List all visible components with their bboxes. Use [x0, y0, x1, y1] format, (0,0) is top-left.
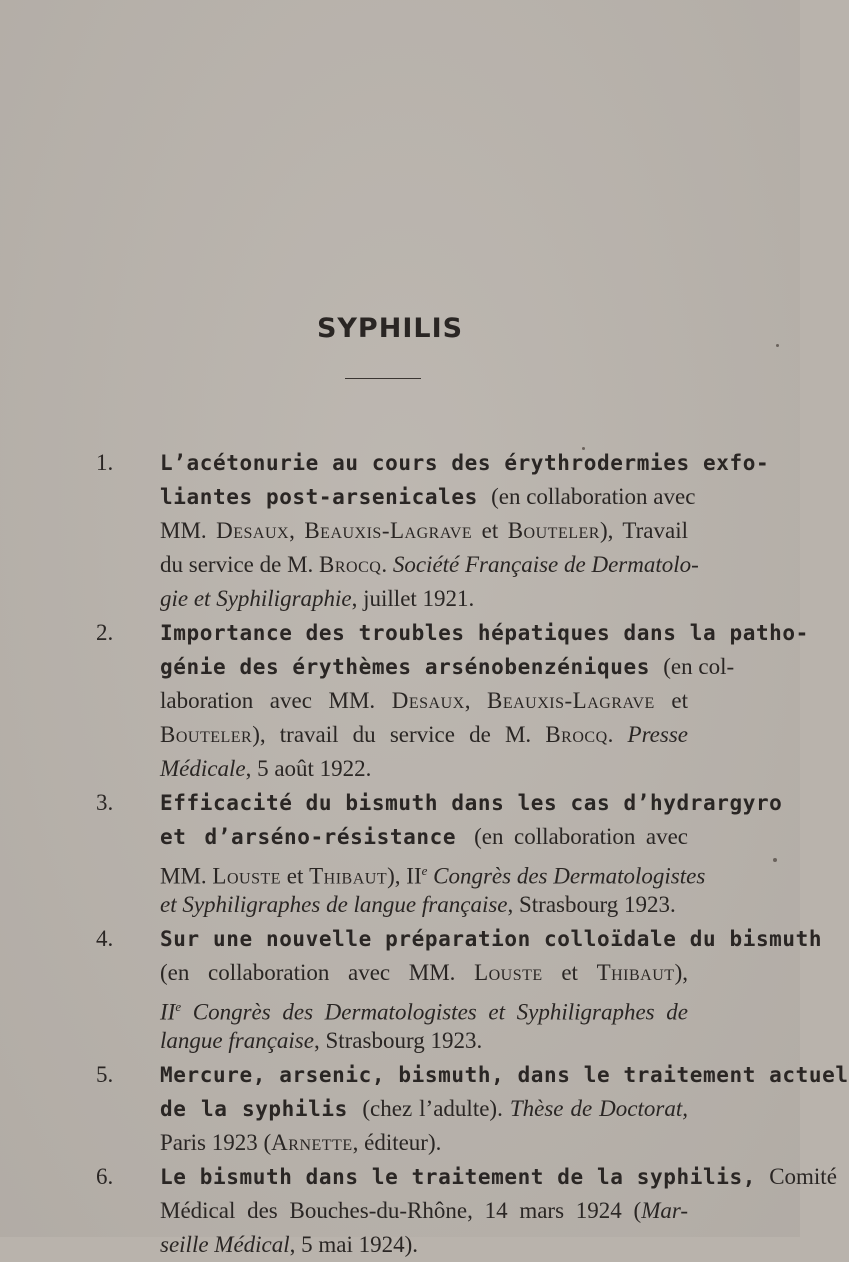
entry-line	[160, 650, 735, 684]
entry-number: 4.	[96, 926, 114, 951]
publication-entry	[0, 922, 823, 1058]
entry-line	[160, 854, 706, 889]
entry-text-segment: Desaux	[391, 688, 465, 713]
entry-text-segment: (chez l’adulte).	[362, 1096, 510, 1121]
entry-line	[160, 888, 688, 922]
entry-text-segment: .	[607, 722, 628, 747]
entry-text-segment: Congrès des Dermatologistes	[427, 863, 706, 889]
entry-line	[160, 616, 809, 650]
entry-text-segment: laboration avec MM.	[160, 688, 392, 713]
entry-text-segment: (en col-	[663, 654, 735, 679]
entry-text-segment: MM.	[160, 518, 217, 543]
page-speck	[776, 344, 779, 347]
entry-text-segment: Congrès des Dermatologistes et Syphiligraphes de	[181, 999, 688, 1025]
publication-entry	[0, 1058, 849, 1160]
entry-text-segment: Louste	[212, 863, 282, 889]
entry-text-segment: , éditeur).	[352, 1130, 442, 1155]
entry-text-segment: Le bismuth dans le traitement de la syphilis,	[160, 1165, 770, 1189]
entry-text-segment: et	[542, 960, 597, 985]
entry-number: 2.	[96, 620, 114, 645]
entry-text-segment: et	[281, 863, 310, 889]
entry-number: 6.	[96, 1164, 114, 1189]
entry-text-segment: et d’arséno-résistance	[160, 825, 475, 849]
entry-text-segment: ),	[674, 960, 688, 985]
entry-text-segment: , Strasbourg 1923.	[313, 1028, 483, 1053]
entry-line	[160, 446, 770, 480]
entry-text-segment: Bouteler	[160, 722, 253, 747]
entry-line	[160, 1058, 849, 1092]
entry-text-segment: Beauxis-Lagrave	[304, 518, 473, 543]
entry-text-segment: et Syphiligraphes de langue française	[160, 892, 508, 917]
entry-line	[160, 1024, 688, 1058]
page-title: SYPHILIS	[316, 313, 464, 344]
publication-list	[0, 446, 849, 1262]
entry-text-segment: , Strasbourg 1923.	[507, 892, 676, 917]
entry-text-segment: L’acétonurie au cours des érythrodermies exfo-	[160, 451, 770, 475]
entry-text-segment: Beauxis-Lagrave	[487, 688, 655, 713]
entry-text-segment: , 5 mai 1924).	[289, 1232, 419, 1257]
entry-line	[160, 1194, 688, 1228]
entry-text-segment: Brocq	[319, 552, 382, 577]
entry-line	[160, 922, 823, 956]
entry-line	[160, 1092, 688, 1126]
entry-number: 5.	[96, 1062, 114, 1087]
entry-line	[160, 820, 688, 854]
entry-text-segment: de la syphilis	[160, 1097, 363, 1121]
entry-text-segment: e	[175, 999, 182, 1014]
entry-text-segment: Mercure, arsenic, bismuth, dans le traitement actuel	[160, 1063, 849, 1087]
entry-line	[160, 582, 688, 616]
entry-line	[160, 480, 696, 514]
entry-text-segment: Comité	[769, 1164, 837, 1189]
entry-text-segment: MM.	[160, 863, 213, 889]
page-speck	[773, 858, 777, 862]
entry-text-segment: Brocq	[545, 722, 608, 747]
entry-text-segment: Médical des Bouches-du-Rhône, 14 mars 1924 (	[160, 1198, 642, 1223]
entry-line	[160, 956, 688, 990]
entry-text-segment: ), travail du service de M.	[252, 722, 546, 747]
entry-text-segment: langue française	[160, 1028, 314, 1053]
entry-line	[160, 718, 688, 752]
entry-text-segment: Presse	[627, 722, 688, 747]
entry-text-segment: Desaux	[216, 518, 290, 543]
entry-text-segment: Sur une nouvelle préparation colloïdale du bismuth	[160, 927, 823, 951]
entry-text-segment: (en collaboration avec	[474, 824, 688, 849]
entry-text-segment: Efficacité du bismuth dans les cas d’hydrargyro	[160, 791, 783, 815]
publication-entry	[0, 1160, 837, 1262]
entry-text-segment: Bouteler	[507, 518, 600, 543]
entry-text-segment: gie et Syphiligraphie	[160, 586, 352, 611]
entry-text-segment: Paris 1923 (	[160, 1130, 272, 1155]
entry-text-segment: génie des érythèmes arsénobenzéniques	[160, 655, 664, 679]
entry-text-segment: , juillet 1921.	[351, 586, 475, 611]
entry-text-segment: liantes post-arsenicales	[160, 485, 492, 509]
publication-entry	[0, 786, 800, 922]
entry-text-segment: Louste	[474, 960, 543, 985]
entry-text-segment: Mar-	[641, 1198, 688, 1223]
entry-line	[160, 786, 783, 820]
entry-number: 3.	[96, 790, 114, 815]
entry-text-segment: ,	[464, 688, 488, 713]
entry-line	[160, 752, 688, 786]
entry-text-segment: ,	[289, 518, 305, 543]
entry-text-segment: ), Travail	[599, 518, 689, 543]
entry-text-segment: (en collaboration avec	[491, 484, 696, 509]
entry-text-segment: Importance des troubles hépatiques dans la patho-	[160, 621, 809, 645]
entry-line	[160, 990, 688, 1024]
entry-text-segment: du service de M.	[160, 552, 320, 577]
entry-line	[160, 1126, 688, 1160]
title-divider	[345, 378, 421, 379]
entry-text-segment: et	[472, 518, 508, 543]
entry-line	[160, 684, 688, 718]
entry-text-segment: ), II	[387, 863, 422, 889]
entry-text-segment: Thèse de Doctorat,	[509, 1096, 688, 1121]
entry-text-segment: seille Médical	[160, 1232, 290, 1257]
entry-text-segment: Société Française de Dermatolo-	[392, 552, 699, 577]
publication-entry	[0, 446, 800, 616]
entry-text-segment: , 5 août 1922.	[245, 756, 372, 781]
entry-line	[160, 514, 688, 548]
page-speck	[582, 447, 585, 450]
entry-text-segment: (en collaboration avec MM.	[160, 960, 475, 985]
entry-text-segment: Thibaut	[309, 863, 388, 889]
entry-line	[160, 1228, 688, 1262]
entry-line	[160, 1160, 837, 1194]
entry-text-segment: e	[421, 863, 428, 878]
entry-text-segment: .	[381, 552, 393, 577]
entry-text-segment: Thibaut	[596, 960, 675, 985]
entry-text-segment: II	[160, 999, 176, 1025]
entry-number: 1.	[96, 450, 114, 475]
entry-text-segment: et	[654, 688, 689, 713]
entry-text-segment: Médicale	[160, 756, 246, 781]
entry-line	[160, 548, 699, 582]
publication-entry	[0, 616, 809, 786]
entry-text-segment: Arnette	[271, 1130, 353, 1155]
